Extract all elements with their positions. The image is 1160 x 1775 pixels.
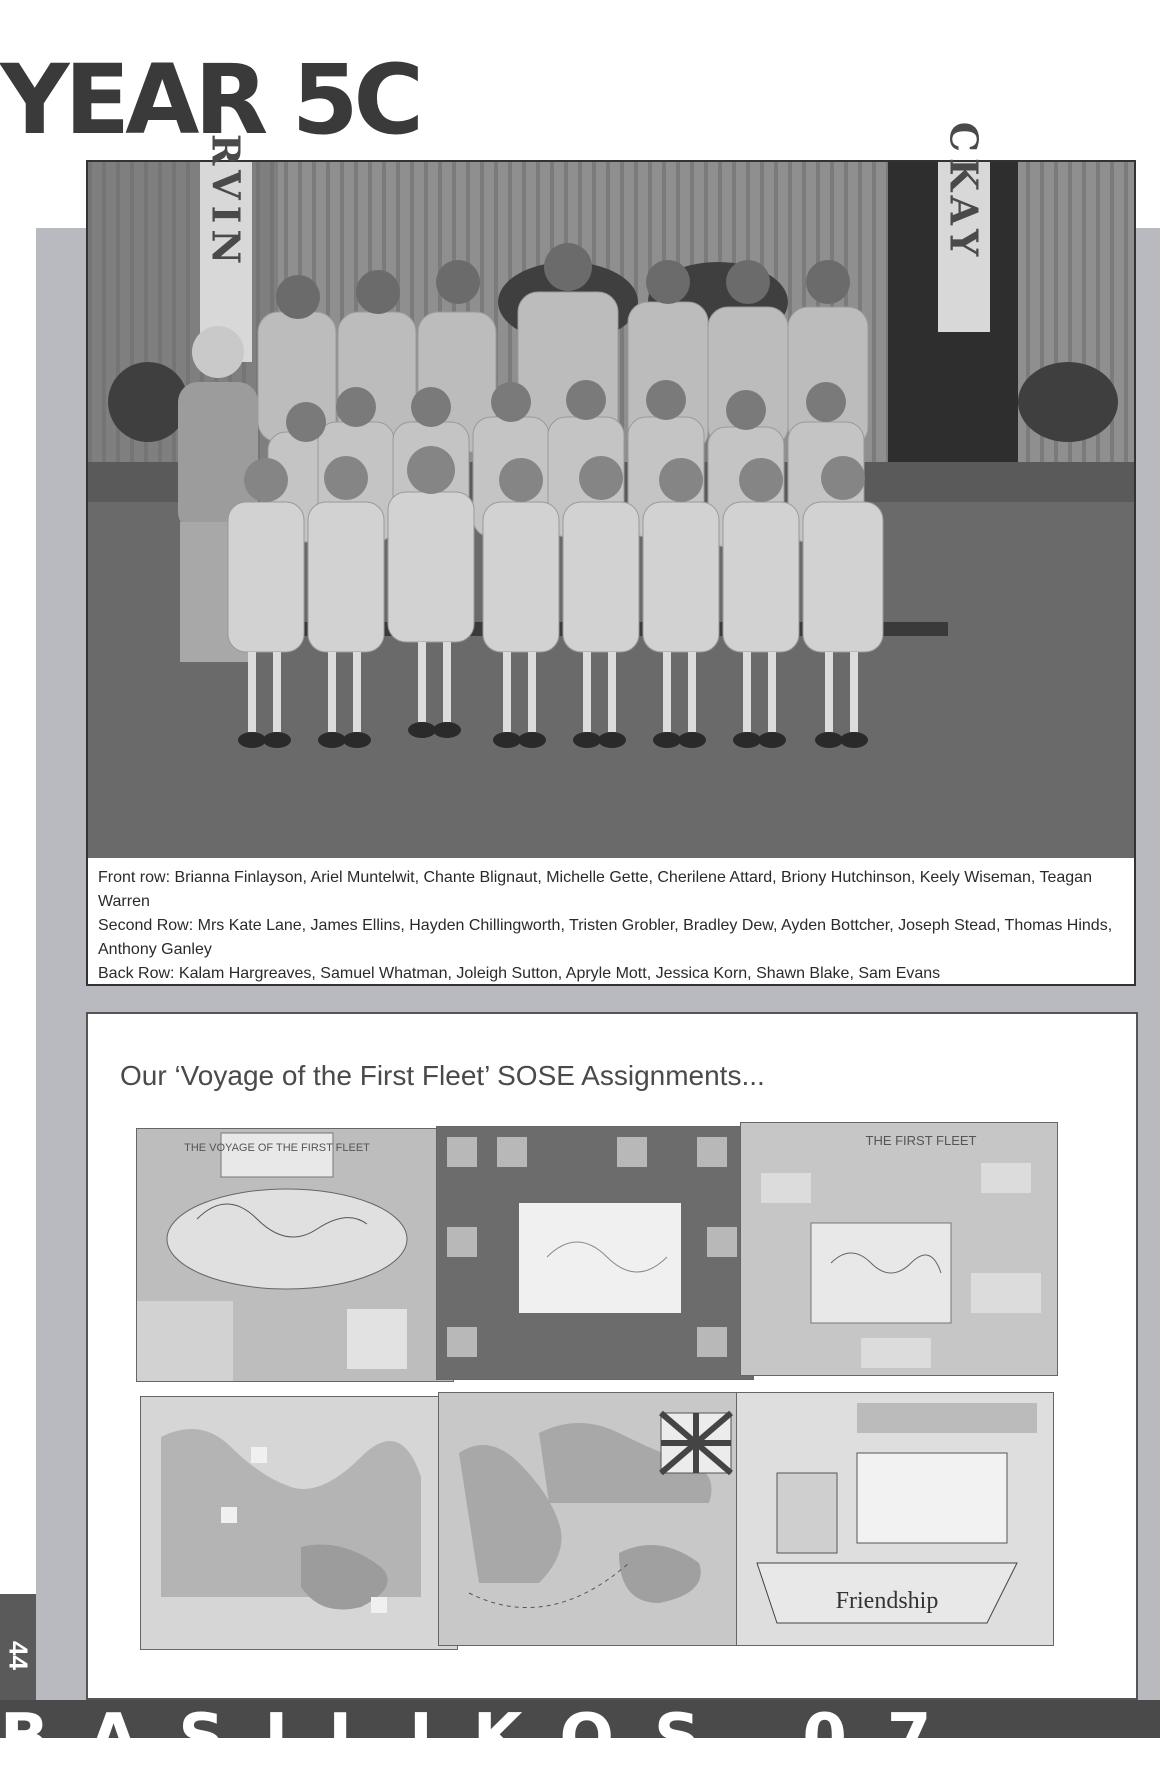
assignment-photo	[736, 1392, 1054, 1646]
class-photo	[88, 121, 1134, 858]
assignments-heading: Our ‘Voyage of the First Fleet’ SOSE Assignments...	[120, 1060, 765, 1091]
class-photo-card	[86, 121, 1136, 986]
assignment-photo	[436, 1126, 754, 1380]
assignments-card	[86, 1012, 1138, 1700]
footer-text: BASILIKOS 07	[0, 1701, 972, 1775]
page-title: YEAR 5C	[0, 44, 419, 156]
assignment-photo	[136, 1128, 454, 1382]
banner-right-text: CKAY	[941, 121, 987, 263]
caption-front-row: Front row: Brianna Finlayson, Ariel Muntelwit, Chante Blignaut, Michelle Gette, Cherilene Attard, Briony Hutchinson, Keely Wiseman, Teagan Warren	[98, 869, 1092, 910]
caption-second-row: Second Row: Mrs Kate Lane, James Ellins, Hayden Chillingworth, Tristen Grobler, Bradley Dew, Ayden Bottcher, Joseph Stead, Thomas Hinds, Anthony Ganley	[98, 917, 1113, 958]
assignment-photo	[740, 1122, 1058, 1376]
banner-left-text: RVIN	[203, 133, 249, 271]
assignment-photo-label: THE FIRST FLEET	[865, 1133, 977, 1148]
page-number: 44	[3, 1641, 34, 1670]
assignment-photo	[438, 1392, 756, 1646]
class-photo-illustration	[88, 121, 1134, 858]
assignment-photo	[140, 1396, 458, 1650]
class-photo-caption	[98, 866, 1118, 986]
assignment-photo-label: THE VOYAGE OF THE FIRST FLEET	[184, 1142, 370, 1154]
caption-back-row: Back Row: Kalam Hargreaves, Samuel Whatman, Joleigh Sutton, Apryle Mott, Jessica Korn, Shawn Blake, Sam Evans	[98, 965, 941, 982]
assignment-photo-label: Friendship	[835, 1588, 939, 1614]
